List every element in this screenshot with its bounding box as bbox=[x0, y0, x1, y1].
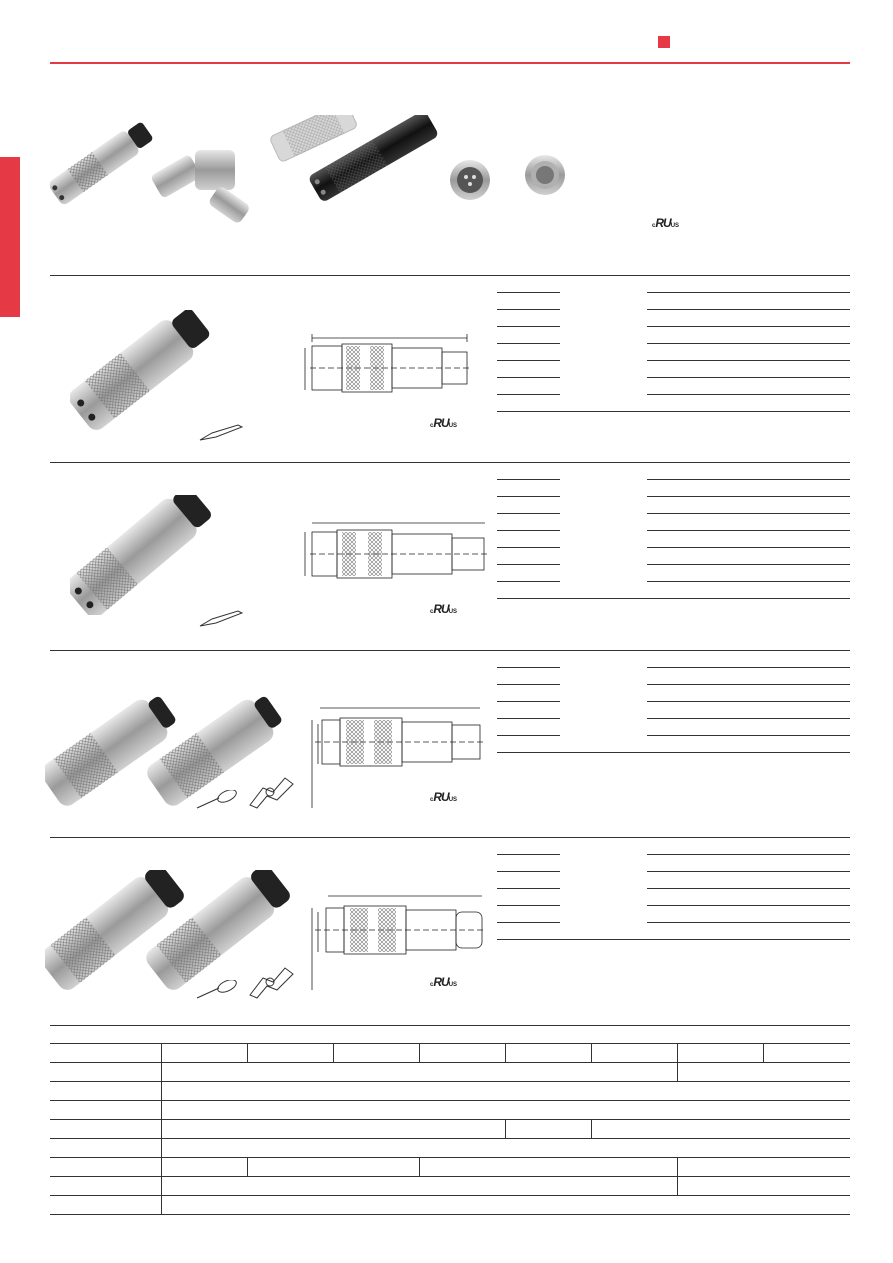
table-row bbox=[50, 1196, 850, 1215]
spec-rule bbox=[497, 752, 850, 753]
spec-rule bbox=[647, 496, 850, 497]
table-row bbox=[50, 1101, 850, 1120]
spec-rule bbox=[497, 360, 560, 361]
spec-rule bbox=[497, 598, 850, 599]
spec-rule bbox=[497, 905, 560, 906]
spec-rule bbox=[497, 547, 560, 548]
spec-rule bbox=[497, 513, 560, 514]
spec-rule bbox=[647, 547, 850, 548]
ul-mark-icon: cRUUS bbox=[430, 790, 458, 804]
spec-rule bbox=[497, 701, 560, 702]
ul-mark-icon: cRUUS bbox=[430, 975, 458, 989]
spec-rule bbox=[497, 564, 560, 565]
spec-rule bbox=[647, 564, 850, 565]
spec-rule bbox=[497, 496, 560, 497]
spec-rule bbox=[647, 309, 850, 310]
spec-rule bbox=[497, 854, 560, 855]
technical-drawing bbox=[300, 700, 490, 810]
spec-rule bbox=[497, 479, 560, 480]
spec-rule bbox=[647, 513, 850, 514]
spec-rule bbox=[497, 377, 560, 378]
spec-rule bbox=[497, 888, 560, 889]
ul-mark-icon: cRUUS bbox=[652, 216, 680, 230]
side-tab bbox=[0, 157, 20, 317]
spec-rule bbox=[497, 718, 560, 719]
product-lineup-photo bbox=[50, 115, 590, 225]
technical-drawing bbox=[300, 518, 490, 583]
spec-rule bbox=[647, 701, 850, 702]
section-4-rule bbox=[50, 837, 850, 838]
spec-rule bbox=[647, 530, 850, 531]
spec-rule bbox=[647, 922, 850, 923]
spec-rule bbox=[647, 667, 850, 668]
table-row bbox=[50, 1139, 850, 1158]
spec-rule bbox=[497, 326, 560, 327]
spec-rule bbox=[497, 922, 560, 923]
spec-rule bbox=[647, 377, 850, 378]
spec-rule bbox=[497, 684, 560, 685]
spec-rule bbox=[647, 343, 850, 344]
screwdriver-icon bbox=[195, 980, 240, 1000]
spec-rule bbox=[497, 530, 560, 531]
spec-rule bbox=[647, 854, 850, 855]
spec-rule bbox=[647, 905, 850, 906]
spec-rule bbox=[497, 939, 850, 940]
spec-rule bbox=[647, 871, 850, 872]
brand-square bbox=[658, 36, 670, 48]
technical-drawing bbox=[300, 330, 475, 400]
spec-rule bbox=[497, 394, 560, 395]
spec-rule bbox=[647, 888, 850, 889]
table-top-rule bbox=[50, 1025, 850, 1026]
crimp-tool-icon bbox=[245, 770, 295, 810]
spec-rule bbox=[497, 871, 560, 872]
connector-photo bbox=[70, 310, 230, 430]
spec-rule bbox=[647, 718, 850, 719]
spec-rule bbox=[647, 479, 850, 480]
spec-rule bbox=[647, 394, 850, 395]
spec-rule bbox=[497, 667, 560, 668]
table-row bbox=[50, 1044, 850, 1063]
spec-rule bbox=[497, 581, 560, 582]
ul-mark-icon: cRUUS bbox=[430, 416, 458, 430]
section-1-rule bbox=[50, 275, 850, 276]
spec-rule bbox=[647, 581, 850, 582]
soldering-iron-icon bbox=[198, 608, 244, 628]
spec-rule bbox=[497, 411, 850, 412]
section-2-rule bbox=[50, 462, 850, 463]
spec-rule bbox=[647, 292, 850, 293]
spec-rule bbox=[497, 735, 560, 736]
screwdriver-icon bbox=[195, 790, 240, 810]
technical-drawing bbox=[300, 888, 490, 993]
table-row bbox=[50, 1120, 850, 1139]
spec-rule bbox=[497, 309, 560, 310]
crimp-tool-icon bbox=[245, 960, 295, 1000]
table-row bbox=[50, 1082, 850, 1101]
table-row bbox=[50, 1063, 850, 1082]
spec-rule bbox=[647, 684, 850, 685]
spec-rule bbox=[497, 343, 560, 344]
soldering-iron-icon bbox=[198, 422, 244, 442]
table-row bbox=[50, 1158, 850, 1177]
spec-rule bbox=[497, 292, 560, 293]
technical-data-table bbox=[50, 1043, 850, 1215]
connector-photo bbox=[70, 495, 230, 615]
ul-mark-icon: cRUUS bbox=[430, 602, 458, 616]
spec-rule bbox=[647, 360, 850, 361]
header-rule bbox=[50, 62, 850, 64]
spec-rule bbox=[647, 326, 850, 327]
section-3-rule bbox=[50, 650, 850, 651]
spec-rule bbox=[647, 735, 850, 736]
table-row bbox=[50, 1177, 850, 1196]
